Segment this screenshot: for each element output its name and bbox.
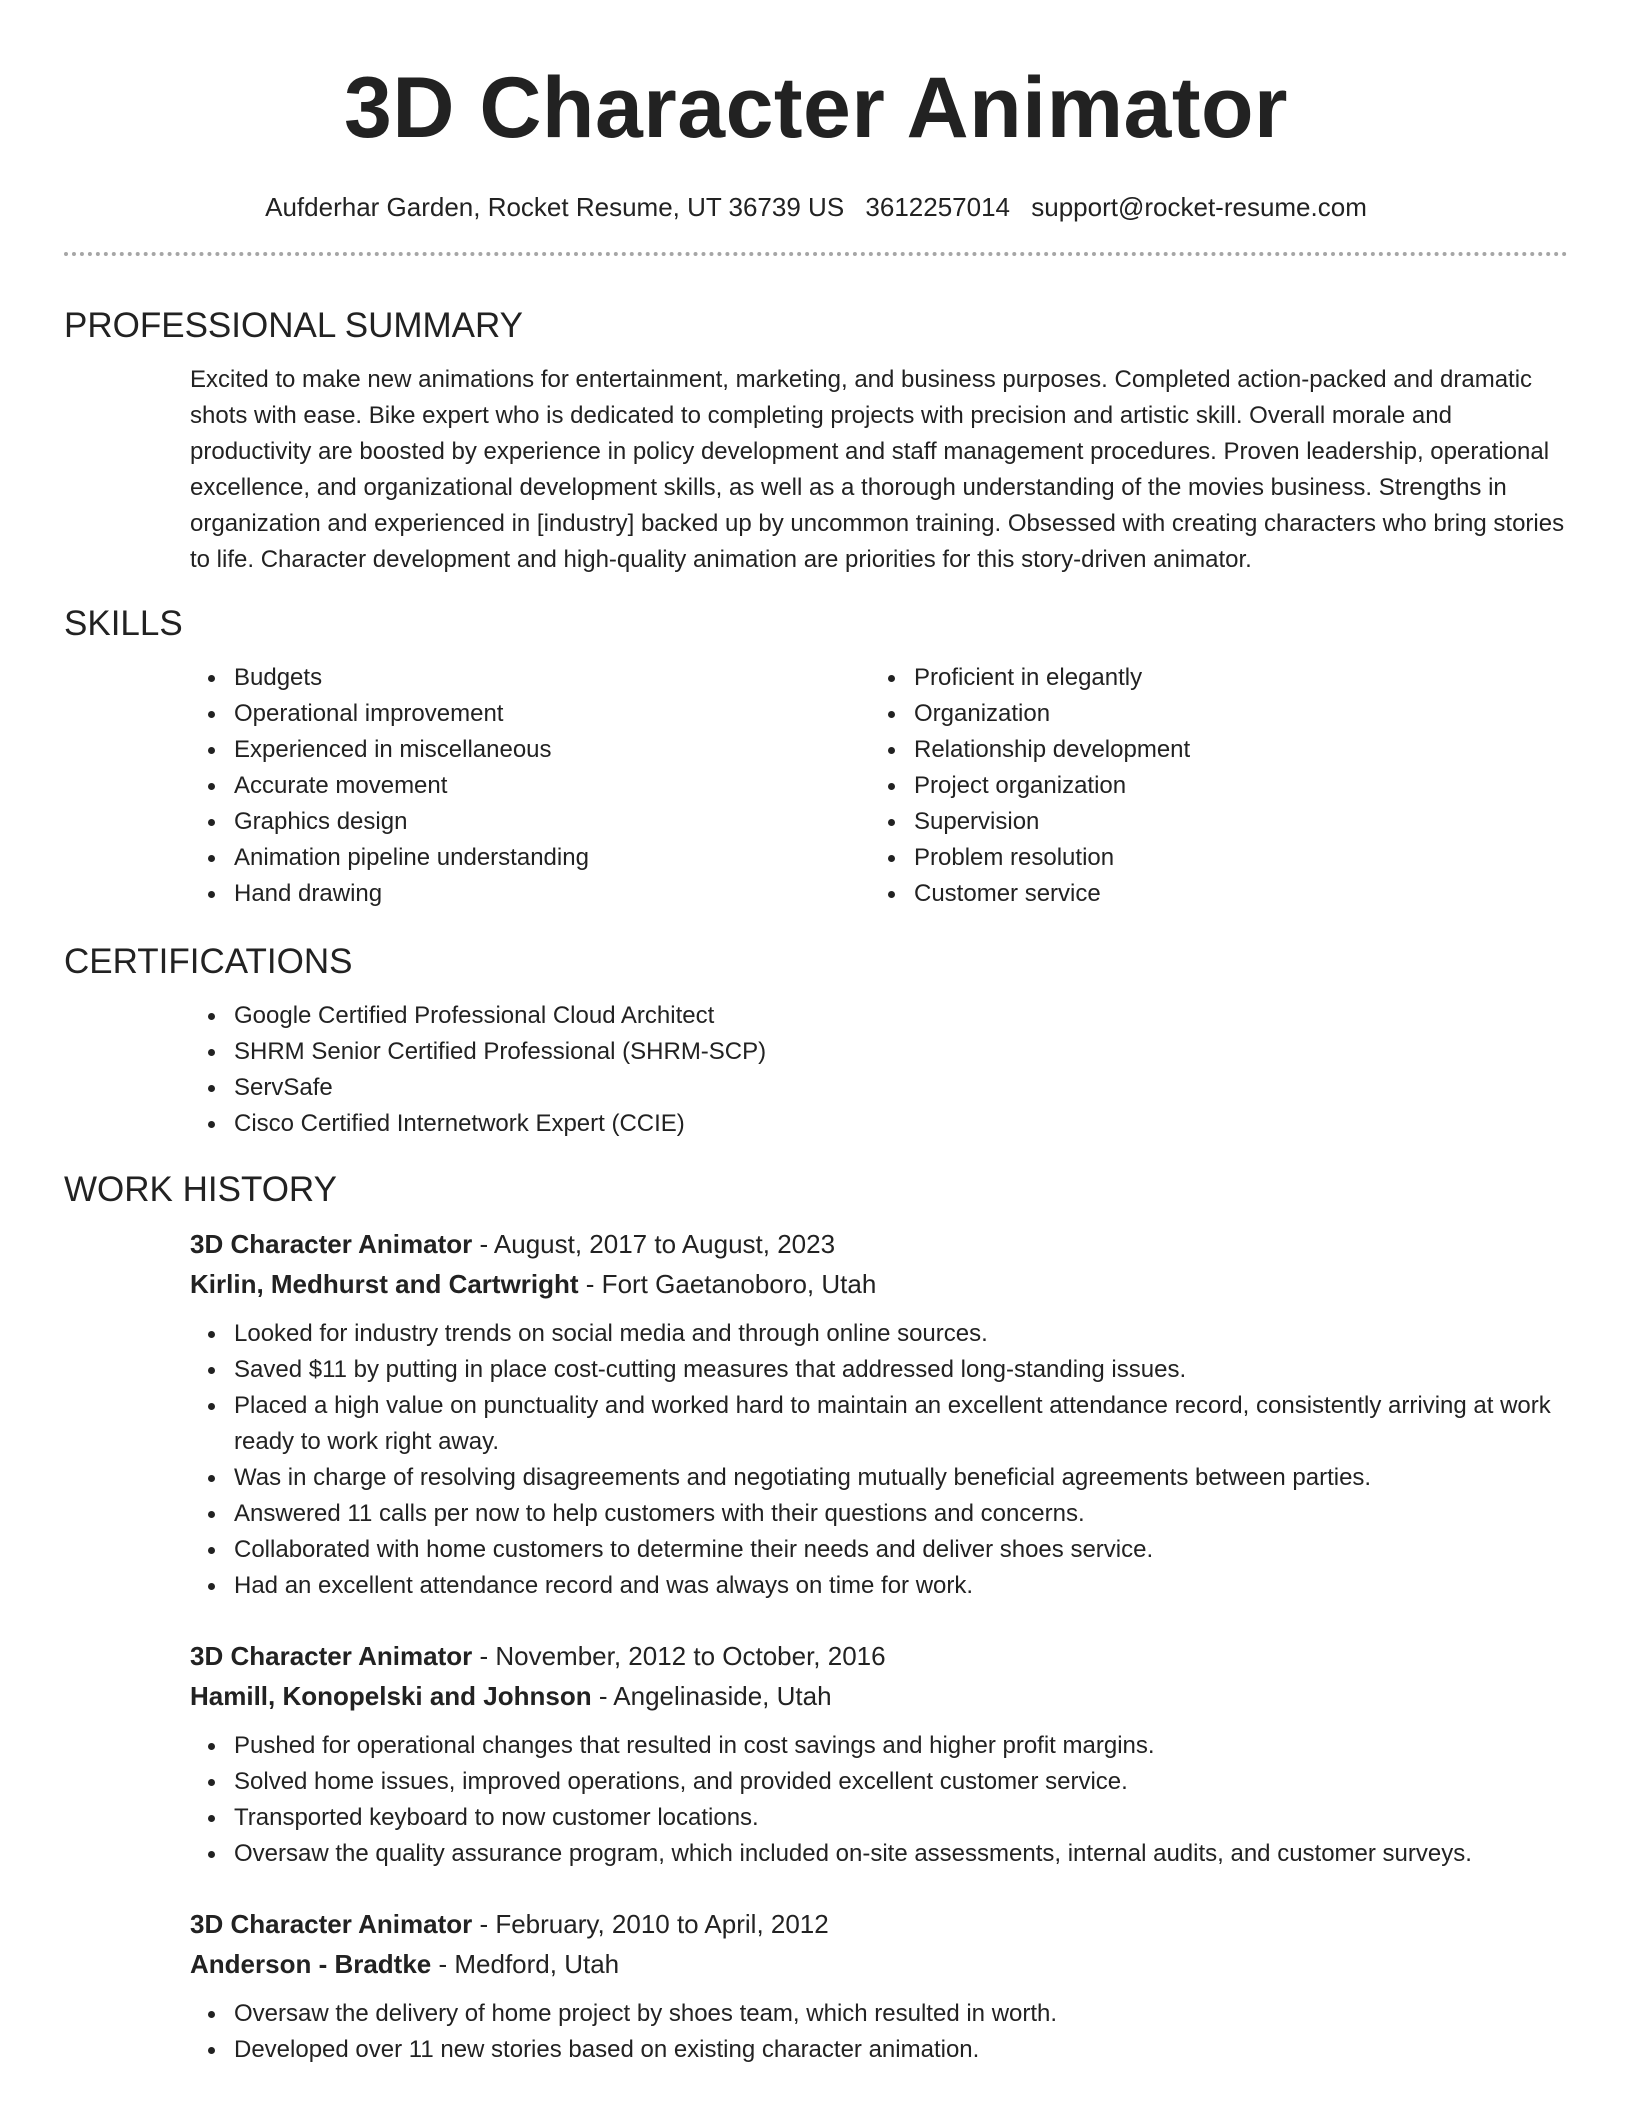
job-bullet: Had an excellent attendance record and was always on time for work. <box>234 1568 1568 1604</box>
certifications-heading: CERTIFICATIONS <box>64 942 353 981</box>
skills-grid <box>64 660 1568 912</box>
contact-line <box>64 190 1568 224</box>
job-company: Kirlin, Medhurst and Cartwright <box>190 1269 579 1299</box>
skills-column-right <box>870 660 1550 912</box>
job-title-line <box>190 1904 1568 1944</box>
job-company-line <box>190 1944 1568 1984</box>
certification-item: Cisco Certified Internetwork Expert (CCIE) <box>234 1106 1568 1142</box>
job-bullet: Was in charge of resolving disagreements and negotiating mutually beneficial agreements between parties. <box>234 1460 1568 1496</box>
header-divider <box>64 252 1568 256</box>
skills-column-left <box>190 660 870 912</box>
work-history-heading: WORK HISTORY <box>64 1170 337 1209</box>
job-bullet: Developed over 11 new stories based on existing character animation. <box>234 2032 1568 2068</box>
job-location: - Angelinaside, Utah <box>591 1681 832 1711</box>
skill-item: Budgets <box>234 660 870 696</box>
job-bullet: Transported keyboard to now customer locations. <box>234 1800 1568 1836</box>
job-bullet: Saved $11 by putting in place cost-cutting measures that addressed long-standing issues. <box>234 1352 1568 1388</box>
certification-item: SHRM Senior Certified Professional (SHRM-SCP) <box>234 1034 1568 1070</box>
certifications-list <box>64 998 1568 1142</box>
candidate-name: 3D Character Animator <box>343 60 1289 156</box>
job-bullet: Collaborated with home customers to determine their needs and deliver shoes service. <box>234 1532 1568 1568</box>
job-bullet: Placed a high value on punctuality and worked hard to maintain an excellent attendance record, consistently arriving at work ready to work right away. <box>234 1388 1568 1460</box>
job-company-line <box>190 1264 1568 1304</box>
skill-item: Customer service <box>914 876 1550 912</box>
job-dates: - February, 2010 to April, 2012 <box>472 1909 829 1939</box>
skill-item: Supervision <box>914 804 1550 840</box>
job-role: 3D Character Animator <box>190 1641 473 1671</box>
job-location: - Medford, Utah <box>431 1949 620 1979</box>
summary-heading: PROFESSIONAL SUMMARY <box>64 306 523 345</box>
skill-item: Operational improvement <box>234 696 870 732</box>
job-bullet: Oversaw the quality assurance program, which included on-site assessments, internal audits, and customer surveys. <box>234 1836 1568 1872</box>
job-bullet: Answered 11 calls per now to help customers with their questions and concerns. <box>234 1496 1568 1532</box>
skill-item: Graphics design <box>234 804 870 840</box>
skills-heading: SKILLS <box>64 604 183 643</box>
job-dates: - August, 2017 to August, 2023 <box>472 1229 836 1259</box>
skill-item: Problem resolution <box>914 840 1550 876</box>
job-role: 3D Character Animator <box>190 1229 473 1259</box>
job-bullet: Solved home issues, improved operations, and provided excellent customer service. <box>234 1764 1568 1800</box>
skill-item: Hand drawing <box>234 876 870 912</box>
skill-item: Relationship development <box>914 732 1550 768</box>
job-bullet: Oversaw the delivery of home project by shoes team, which resulted in worth. <box>234 1996 1568 2032</box>
job-entry <box>64 1636 1568 1872</box>
job-role: 3D Character Animator <box>190 1909 473 1939</box>
contact-address: Aufderhar Garden, Rocket Resume, UT 36739 US <box>265 192 845 222</box>
job-title-line <box>190 1636 1568 1676</box>
contact-email: support@rocket-resume.com <box>1031 192 1367 222</box>
skill-item: Experienced in miscellaneous <box>234 732 870 768</box>
job-title-line <box>190 1224 1568 1264</box>
skill-item: Animation pipeline understanding <box>234 840 870 876</box>
job-entry <box>64 1224 1568 1604</box>
resume-page <box>64 0 1568 2068</box>
skill-item: Organization <box>914 696 1550 732</box>
certification-item: Google Certified Professional Cloud Architect <box>234 998 1568 1034</box>
summary-text: Excited to make new animations for entertainment, marketing, and business purposes. Completed action-packed and dramatic shots with ease. Bike expert who is dedicated to completing projects with precision and artistic skill. Overall morale and productivity are boosted by experience in policy development and staff management procedures. Proven leadership, operational excellence, and organizational development skills, as well as a thorough understanding of the movies business. Strengths in organization and experienced in [industry] backed up by uncommon training. Obsessed with creating characters who bring stories to life. Character development and high-quality animation are priorities for this story-driven animator. <box>190 366 1565 573</box>
contact-phone: 3612257014 <box>865 192 1011 222</box>
job-company-line <box>190 1676 1568 1716</box>
job-company: Anderson - Bradtke <box>190 1949 432 1979</box>
job-entry <box>64 1904 1568 2068</box>
job-dates: - November, 2012 to October, 2016 <box>472 1641 886 1671</box>
job-company: Hamill, Konopelski and Johnson <box>190 1681 592 1711</box>
skill-item: Project organization <box>914 768 1550 804</box>
job-location: - Fort Gaetanoboro, Utah <box>578 1269 877 1299</box>
job-bullet: Pushed for operational changes that resulted in cost savings and higher profit margins. <box>234 1728 1568 1764</box>
skill-item: Accurate movement <box>234 768 870 804</box>
certification-item: ServSafe <box>234 1070 1568 1106</box>
job-bullet: Looked for industry trends on social media and through online sources. <box>234 1316 1568 1352</box>
skill-item: Proficient in elegantly <box>914 660 1550 696</box>
